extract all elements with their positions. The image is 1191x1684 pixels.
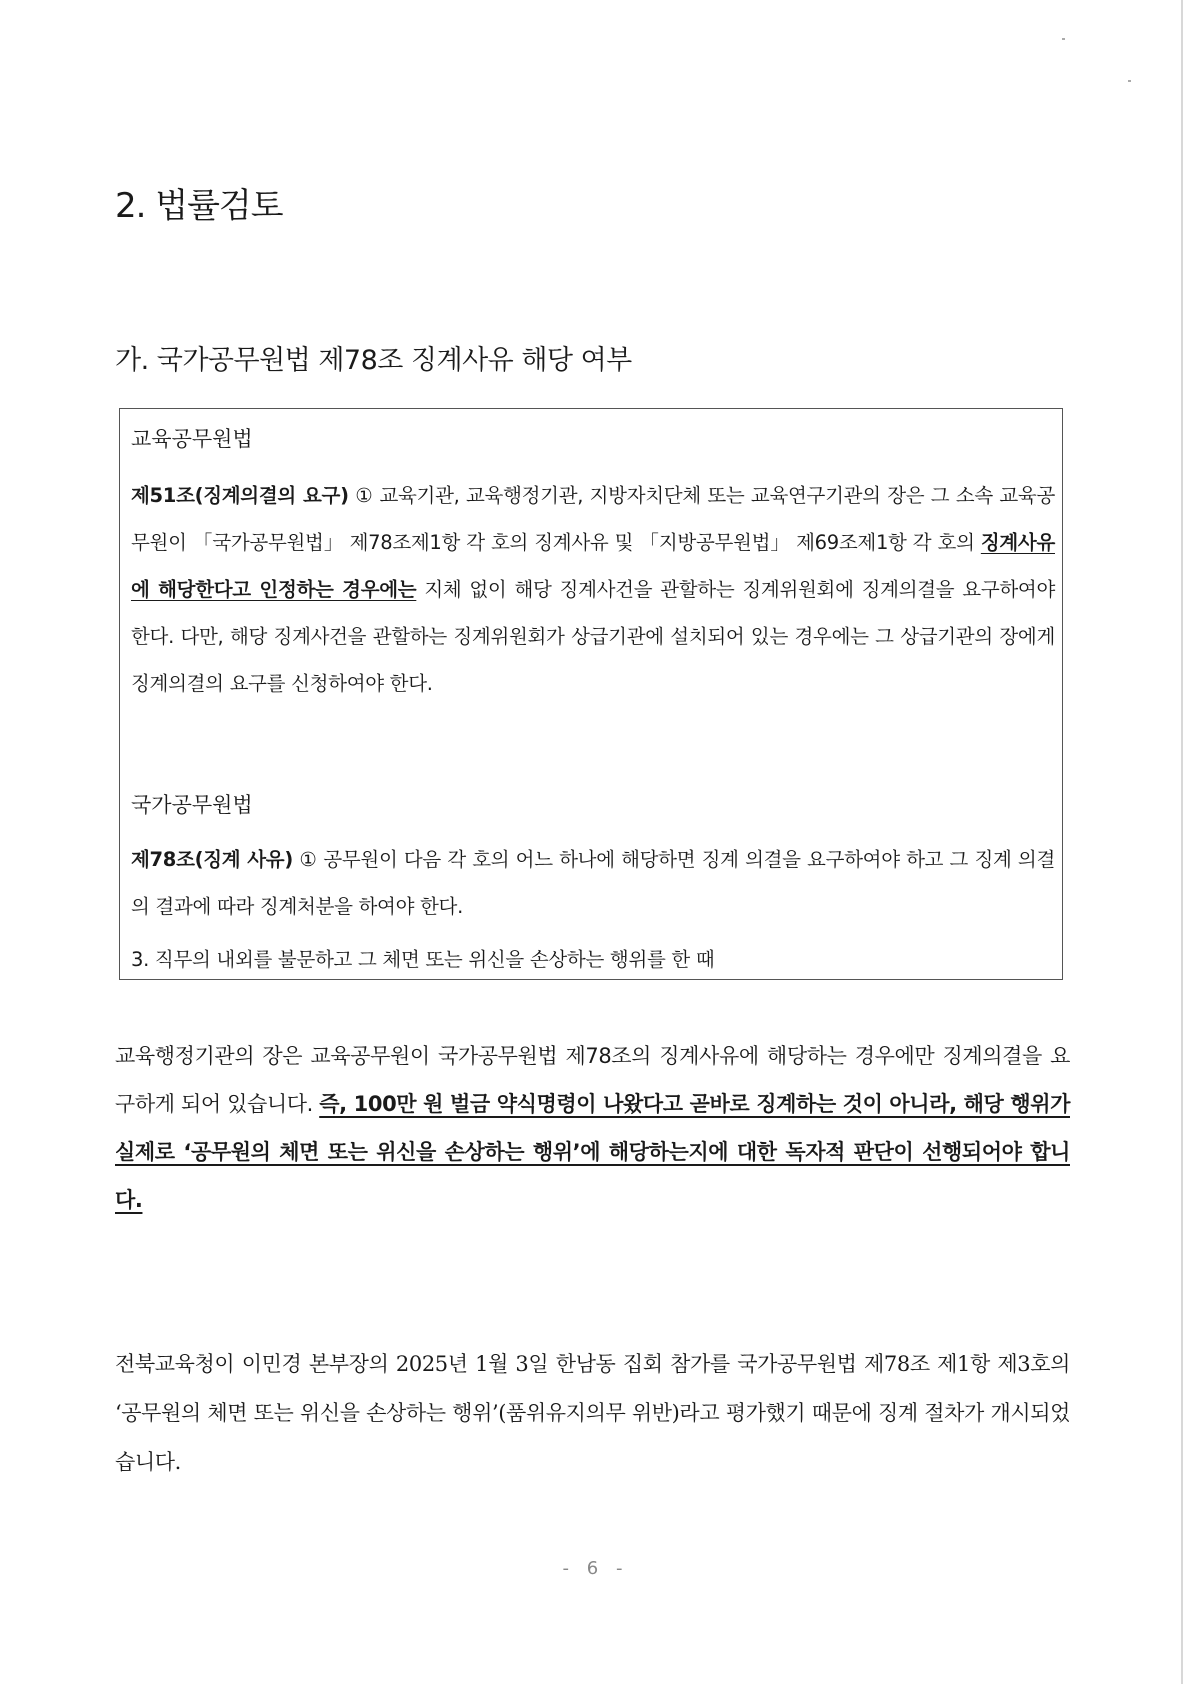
law-excerpt-box	[119, 408, 1063, 980]
paragraph-2: 전북교육청이 이민경 본부장의 2025년 1월 3일 한남동 집회 참가를 국가공무원법 제78조 제1항 제3호의 ‘공무원의 체면 또는 위신을 손상하는 행위’(품위유지의무 위반)라고 평가했기 때문에 징계 절차가 개시되었습니다.	[115, 1352, 1070, 1474]
section-title: 2. 법률검토	[115, 186, 283, 226]
law-name-national-officials: 국가공무원법	[131, 793, 253, 817]
subsection-title: 가. 국가공무원법 제78조 징계사유 해당 여부	[115, 345, 632, 376]
scan-speck	[1062, 38, 1065, 40]
paragraph-1	[115, 1032, 1070, 1224]
article-51-body-b: 지체 없이 해당 징계사건을 관할하는 징계위원회에 징계의결을 요구하여야 한다. 다만, 해당 징계사건을 관할하는 징계위원회가 상급기관에 설치되어 있는 경우에는 그 상급기관의 장에게 징계의결의 요구를 신청하여야 한다.	[131, 578, 1055, 695]
article-78-text	[131, 836, 1055, 930]
article-78-item-3: 3. 직무의 내외를 불문하고 그 체면 또는 위신을 손상하는 행위를 한 때	[131, 948, 715, 971]
page-number: - 6 -	[562, 1558, 629, 1579]
article-51-heading: 제51조(징계의결의 요구)	[131, 484, 349, 507]
article-78-heading: 제78조(징계 사유)	[131, 848, 293, 871]
article-78-body: ① 공무원이 다음 각 호의 어느 하나에 해당하면 징계 의결을 요구하여야 하고 그 징계 의결의 결과에 따라 징계처분을 하여야 한다.	[131, 848, 1055, 918]
law-name-education-officials: 교육공무원법	[131, 427, 253, 451]
scan-edge-line	[1181, 0, 1183, 1684]
article-51-body-a: ① 교육기관, 교육행정기관, 지방자치단체 또는 교육연구기관의 장은 그 소속 교육공무원이 「국가공무원법」 제78조제1항 각 호의 징계사유 및 「지방공무원법」 제69조제1항 각 호의	[131, 484, 1055, 554]
article-51-text	[131, 472, 1055, 707]
paragraph-1-plain: 교육행정기관의 장은 교육공무원이 국가공무원법 제78조의 징계사유에 해당하는 경우에만 징계의결을 요구하게 되어 있습니다.	[115, 1044, 1070, 1116]
scan-speck	[1128, 80, 1131, 82]
article-51-underlined: 징계사유에 해당한다고 인정하는 경우에는	[131, 531, 1055, 601]
paragraph-1-emphasis: 즉, 100만 원 벌금 약식명령이 나왔다고 곧바로 징계하는 것이 아니라, 해당 행위가 실제로 ‘공무원의 체면 또는 위신을 손상하는 행위’에 해당하는지에 대한 독자적 판단이 선행되어야 합니다.	[115, 1092, 1070, 1212]
